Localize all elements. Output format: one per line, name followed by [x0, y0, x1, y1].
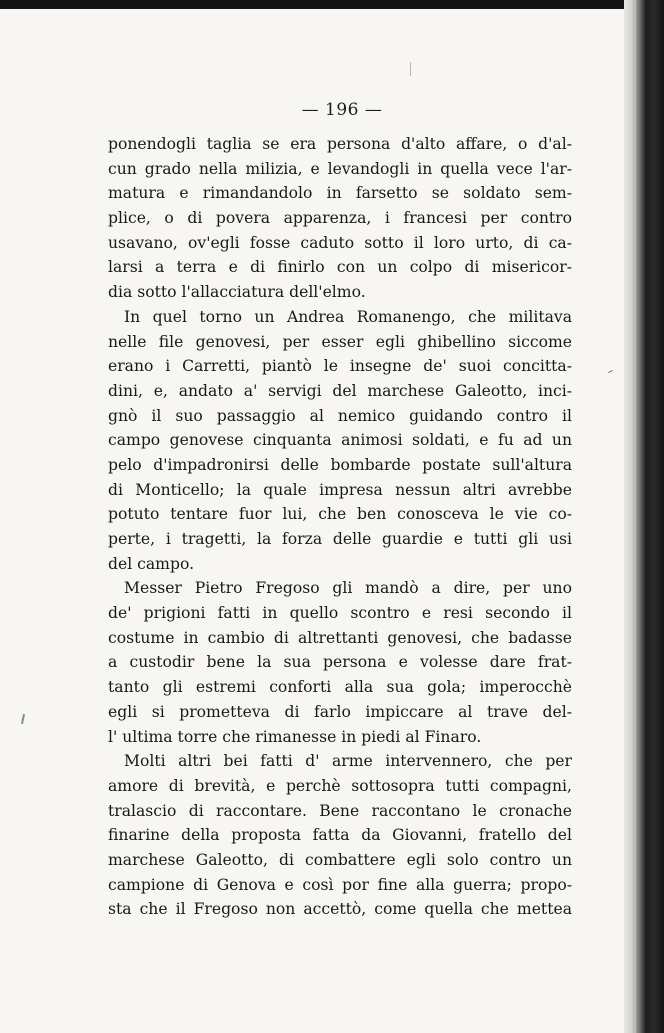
text-line: matura e rimandandolo in farsetto se soldato sem-	[108, 184, 572, 203]
text-line: marchese Galeotto, di combattere egli solo contro un	[108, 850, 572, 869]
text-line: perte, i tragetti, la forza delle guardie e tutti gli usi	[108, 530, 572, 548]
text-line: di Monticello; la quale impresa nessun altri avrebbe	[108, 480, 572, 499]
text-line: costume in cambio di altrettanti genovesi, che badasse	[108, 628, 572, 647]
text-line: egli si prometteva di farlo impiccare al trave del-	[108, 702, 572, 721]
text-line: plice, o di povera apparenza, i francesi per contro	[108, 209, 572, 228]
text-line: Molti altri bei fatti d' arme intervennero, che per	[124, 752, 572, 771]
text-line: campione di Genova e così por fine alla guerra; propo-	[108, 875, 572, 894]
text-line: tralascio di raccontare. Bene raccontano le cronache	[108, 801, 572, 820]
text-line: ponendogli taglia se era persona d'alto affare, o d'al-	[108, 135, 572, 153]
text-line: potuto tentare fuor lui, che ben conosceva le vie co-	[108, 505, 572, 524]
book-gutter-edge	[624, 0, 664, 1033]
text-line: pelo d'impadronirsi delle bombarde postate sull'altura	[108, 455, 572, 474]
text-line: campo genovese cinquanta animosi soldati, e fu ad un	[108, 431, 572, 450]
text-line: de' prigioni fatti in quello scontro e resi secondo il	[108, 604, 572, 623]
text-line: usavano, ov'egli fosse caduto sotto il loro urto, di ca-	[108, 233, 572, 252]
paragraph-3	[108, 576, 572, 749]
text-line: sta che il Fregoso non accettò, come quella che mettea	[108, 900, 572, 919]
text-line: tanto gli estremi conforti alla sua gola; imperocchè	[108, 678, 572, 697]
text-line: amore di brevità, e perchè sottosopra tutti compagni,	[108, 776, 572, 795]
text-line: cun grado nella milizia, e levandogli in quella vece l'ar-	[108, 159, 572, 178]
text-line: dia sotto l'allacciatura dell'elmo.	[108, 283, 366, 302]
text-line: nelle file genovesi, per esser egli ghibellino siccome	[108, 332, 572, 351]
paper-mark	[410, 62, 411, 76]
paragraph-4	[108, 749, 572, 922]
paragraph-2	[108, 305, 572, 577]
text-line: l' ultima torre che rimanesse in piedi al Finaro.	[108, 727, 482, 746]
text-line: dini, e, andato a' servigi del marchese Galeotto, inci-	[108, 381, 572, 400]
text-line: gnò il suo passaggio al nemico guidando contro il	[108, 406, 572, 425]
text-line: a custodir bene la sua persona e volesse dare frat-	[108, 653, 572, 672]
page-number: — 196 —	[301, 100, 383, 120]
paper-mark	[608, 370, 613, 373]
scan-top-border	[0, 0, 664, 9]
paper-mark	[21, 714, 25, 724]
paragraph-1	[108, 132, 572, 305]
text-line: finarine della proposta fatta da Giovanni, fratello del	[108, 826, 572, 845]
text-line: del campo.	[108, 554, 195, 573]
text-line: Messer Pietro Fregoso gli mandò a dire, per uno	[124, 579, 572, 598]
body-text	[108, 132, 572, 922]
text-line: erano i Carretti, piantò le insegne de' suoi concitta-	[108, 357, 572, 376]
text-line: larsi a terra e di finirlo con un colpo di misericor-	[108, 258, 572, 277]
text-line: In quel torno un Andrea Romanengo, che militava	[124, 307, 572, 326]
